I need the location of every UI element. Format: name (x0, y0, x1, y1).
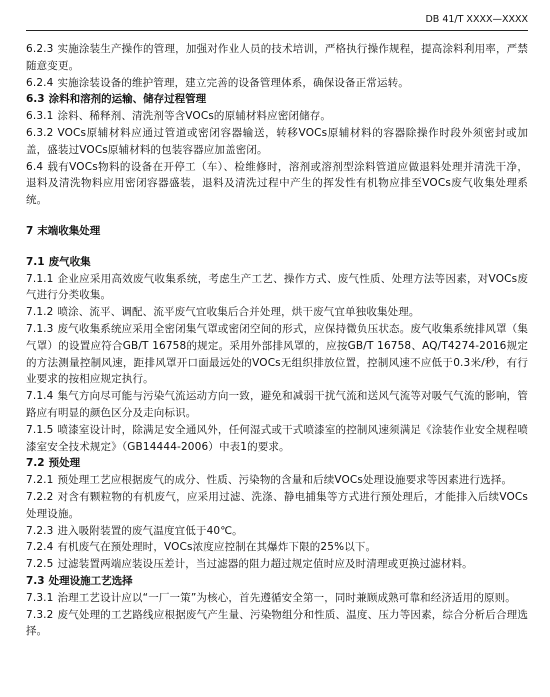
clause-text: 企业应采用高效废气收集系统，考虑生产工艺、操作方式、废气性质、处理方法等因素，对VOCs废气进行分类收集。 (26, 272, 528, 302)
clause-number: 7.3.2 (26, 608, 54, 621)
clause-text: VOCs原辅材料应通过管道或密闭容器输送，转移VOCs原辅材料的容器除操作时段外须密封或加盖，盛装过VOCs原辅材料的包装容器应加盖密闭。 (26, 126, 528, 156)
clause-number: 7.1.4 (26, 390, 54, 403)
clause-text: 有机废气在预处理时，VOCs浓度应控制在其爆炸下限的25%以下。 (57, 541, 377, 554)
clause-text: 末端收集处理 (37, 224, 101, 237)
clause-number: 7.3.1 (26, 591, 54, 604)
clause-paragraph (26, 75, 528, 92)
clause-text: 喷涂、流平、调配、流平废气宜收集后合并处理，烘干废气宜单独收集处理。 (57, 306, 420, 319)
document-code: DB 41/T XXXX—XXXX (425, 14, 528, 25)
clause-number: 7.2.2 (26, 490, 54, 503)
clause-text: 过滤装置两端应装设压差计，当过滤器的阻力超过规定值时应及时清理或更换过滤材料。 (57, 558, 473, 571)
clause-number: 7.1 (26, 255, 45, 268)
clause-paragraph (26, 489, 528, 523)
clause-number: 7.1.1 (26, 272, 54, 285)
clause-text: 处理设施工艺选择 (48, 574, 133, 587)
clause-text: 喷漆室设计时，除满足安全通风外，任何湿式或干式喷漆室的控制风速须满足《涂装作业安全规程喷漆室安全技术规定》（GB14444-2006）中表1的要求。 (26, 423, 528, 453)
clause-paragraph (26, 321, 528, 388)
clause-text: 废气处理的工艺路线应根据废气产生量、污染物组分和性质、温度、压力等因素，综合分析后合理选择。 (26, 608, 528, 638)
clause-number: 7 (26, 224, 34, 237)
clause-number: 6.3 (26, 93, 45, 106)
clause-paragraph (26, 388, 528, 422)
clause-number: 6.3.1 (26, 110, 54, 123)
clause-text: 载有VOCs物料的设备在开停工（车）、检维修时，溶剂或溶剂型涂料管道应做退料处理并清洗干净，退料及清洗物料应用密闭容器盛装，退料及清洗过程中产生的挥发性有机物应排至VOCs废气收集处理系统。 (26, 160, 528, 207)
clause-paragraph (26, 41, 528, 75)
clause-paragraph (26, 125, 528, 159)
clause-text: 废气收集系统应采用全密闭集气罩或密闭空间的形式，应保持微负压状态。废气收集系统排风罩（集气罩）的设置应符合GB/T 16758的规定。采用外部排风罩的，应按GB/T 16758、AQ/T4274-2016规定的方法测量控制风速，距排风罩开口面最远处的VOCs无组织排放位置，控制风速不应低于0.3米/秒，有行业要求的按相应规定执行。 (26, 322, 528, 386)
clause-paragraph (26, 523, 528, 540)
clause-paragraph (26, 422, 528, 456)
clause-number: 7.2 (26, 457, 45, 470)
chapter-heading (26, 223, 528, 240)
clause-number: 6.4 (26, 160, 44, 173)
clause-text: 预处理工艺应根据废气的成分、性质、污染物的含量和后续VOCs处理设施要求等因素进行选择。 (57, 474, 513, 487)
clause-text: 进入吸附装置的废气温度宜低于40℃。 (57, 524, 243, 537)
document-body (26, 41, 528, 640)
clause-paragraph (26, 556, 528, 573)
clause-text: 集气方向尽可能与污染气流运动方向一致，避免和减弱干扰气流和送风气流等对吸气气流的影响，管路应有明显的颜色区分及走向标识。 (26, 390, 528, 419)
clause-text: 实施涂装设备的维护管理，建立完善的设备管理体系，确保设备正常运转。 (57, 76, 409, 89)
clause-number: 7.1.2 (26, 306, 54, 319)
clause-paragraph (26, 539, 528, 556)
clause-number: 7.2.3 (26, 524, 54, 537)
section-heading (26, 455, 528, 472)
clause-text: 对含有颗粒物的有机废气，应采用过滤、洗涤、静电捕集等方式进行预处理后，才能排入后续VOCs处理设施。 (26, 490, 528, 520)
clause-number: 7.1.5 (26, 423, 54, 436)
clause-number: 7.1.3 (26, 322, 54, 335)
clause-number: 7.2.1 (26, 474, 54, 487)
section-heading (26, 573, 528, 590)
clause-number: 6.2.3 (26, 43, 54, 55)
section-heading (26, 91, 528, 108)
clause-number: 7.2.5 (26, 558, 54, 571)
clause-paragraph (26, 607, 528, 641)
clause-text: 实施涂装生产操作的管理，加强对作业人员的技术培训，严格执行操作规程，提高涂料利用率，严禁随意变更。 (26, 43, 528, 72)
clause-text: 预处理 (48, 457, 81, 470)
clause-paragraph (26, 271, 528, 305)
clause-paragraph (26, 590, 528, 607)
clause-paragraph (26, 304, 528, 321)
clause-number: 7.2.4 (26, 541, 54, 554)
clause-text: 废气收集 (48, 255, 91, 268)
clause-number: 6.3.2 (26, 126, 54, 139)
clause-number: 7.3 (26, 574, 45, 587)
section-heading (26, 254, 528, 271)
clause-number: 6.2.4 (26, 76, 54, 89)
clause-text: 涂料、稀释剂、清洗剂等含VOCs的原辅材料应密闭储存。 (57, 110, 332, 123)
page-header (26, 14, 528, 31)
clause-text: 治理工艺设计应以“一厂一策”为核心，首先遵循安全第一，同时兼顾成熟可靠和经济适用的原则。 (57, 591, 516, 604)
clause-paragraph (26, 159, 528, 209)
clause-paragraph (26, 472, 528, 489)
clause-text: 涂料和溶剂的运输、储存过程管理 (48, 93, 207, 106)
clause-paragraph (26, 108, 528, 125)
